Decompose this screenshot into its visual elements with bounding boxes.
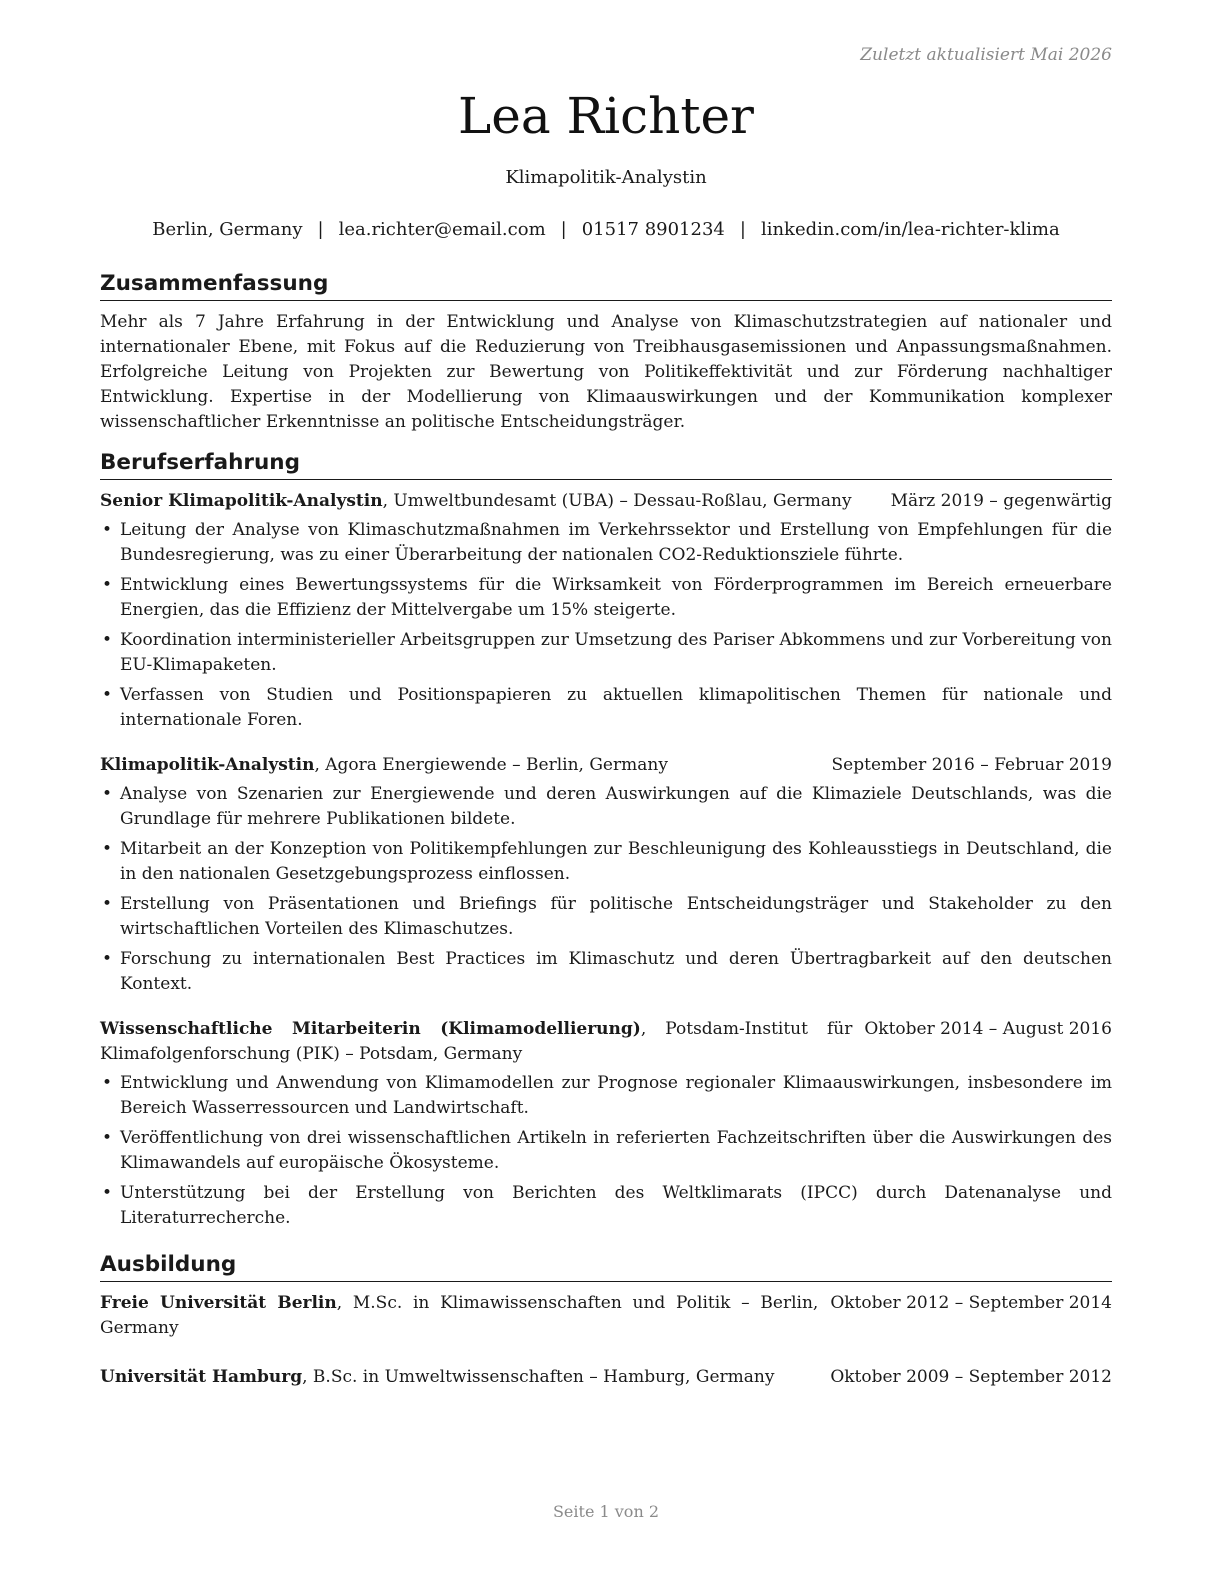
education-section xyxy=(100,1251,1112,1390)
education-entry xyxy=(100,1291,1112,1341)
bullet-item: • Entwicklung eines Bewertungssystems für die Wirksamkeit von Förderprogrammen im Bereich erneuerbare Energien, das die Effizienz der Mittelvergabe um 15% steigerte. xyxy=(100,573,1112,623)
section-heading: Ausbildung xyxy=(100,1251,1112,1282)
job-entry xyxy=(100,753,1112,997)
bullet-item: • Verfassen von Studien und Positionspapieren zu aktuellen klimapolitischen Themen für nationale und internationale Foren. xyxy=(100,683,1112,733)
job-header xyxy=(100,1017,1112,1067)
bullet-item: • Koordination interministerieller Arbeitsgruppen zur Umsetzung des Pariser Abkommens und zur Vorbereitung von EU-Klimapaketen. xyxy=(100,628,1112,678)
job-entry xyxy=(100,489,1112,733)
contact-phone: 01517 8901234 xyxy=(581,219,725,240)
job-entry xyxy=(100,1017,1112,1231)
school-name: Universität Hamburg xyxy=(100,1367,303,1387)
degree-detail: , M.Sc. in Klimawissenschaften und Politik – Berlin, Germany xyxy=(100,1293,819,1338)
job-title: Wissenschaftliche Mitarbeiterin (Klimamodellierung) xyxy=(100,1019,641,1039)
job-bullets xyxy=(100,1071,1112,1231)
job-bullets xyxy=(100,782,1112,997)
education-header xyxy=(100,1365,1112,1390)
job-organization: , Umweltbundesamt (UBA) – Dessau-Roßlau, Germany xyxy=(382,491,852,511)
contact-email[interactable]: lea.richter@email.com xyxy=(338,219,546,240)
degree-detail: , B.Sc. in Umweltwissenschaften – Hamburg, Germany xyxy=(302,1367,775,1387)
job-list xyxy=(100,489,1112,1231)
job-organization: , Potsdam-Institut für Klimafolgenforschung (PIK) – Potsdam, Germany xyxy=(100,1019,853,1064)
bullet-item: • Entwicklung und Anwendung von Klimamodellen zur Prognose regionaler Klimaauswirkungen, insbesondere im Bereich Wasserressourcen und Landwirtschaft. xyxy=(100,1071,1112,1121)
job-title-line xyxy=(100,1017,852,1067)
candidate-role: Klimapolitik-Analystin xyxy=(505,167,707,188)
job-header xyxy=(100,753,1112,778)
summary-section xyxy=(100,270,1112,435)
candidate-name: Lea Richter xyxy=(458,87,754,145)
section-heading: Berufserfahrung xyxy=(100,449,1112,480)
bullet-item: • Mitarbeit an der Konzeption von Politikempfehlungen zur Beschleunigung des Kohleausstiegs in Deutschland, die in den nationalen Gesetzgebungsprozess einflossen. xyxy=(100,837,1112,887)
education-date: Oktober 2009 – September 2012 xyxy=(830,1367,1112,1387)
job-title-line xyxy=(100,489,879,514)
job-date: Oktober 2014 – August 2016 xyxy=(864,1019,1112,1039)
job-title: Klimapolitik-Analystin xyxy=(100,755,315,775)
contact-separator: | xyxy=(739,219,746,240)
education-line xyxy=(100,1365,818,1390)
job-header xyxy=(100,489,1112,514)
contact-location: Berlin, Germany xyxy=(152,219,303,240)
bullet-item: • Veröffentlichung von drei wissenschaftlichen Artikeln in referierten Fachzeitschriften über die Auswirkungen des Klimawandels auf europäische Ökosysteme. xyxy=(100,1126,1112,1176)
job-organization: , Agora Energiewende – Berlin, Germany xyxy=(314,755,668,775)
education-date: Oktober 2012 – September 2014 xyxy=(830,1293,1112,1313)
resume-content xyxy=(100,270,1112,1414)
education-entry xyxy=(100,1365,1112,1390)
summary-text: Mehr als 7 Jahre Erfahrung in der Entwicklung und Analyse von Klimaschutzstrategien auf nationaler und internationaler Ebene, mit Fokus auf die Reduzierung von Treibhausgasemissionen und Anpassungsmaßnahmen. Erfolgreiche Leitung von Projekten zur Bewertung von Politikeffektivität und zur Förderung nachhaltiger Entwicklung. Expertise in der Modellierung von Klimaauswirkungen und der Kommunikation komplexer wissenschaftlicher Erkenntnisse an politische Entscheidungsträger. xyxy=(100,312,1112,432)
bullet-item: • Forschung zu internationalen Best Practices im Klimaschutz und deren Übertragbarkeit auf den deutschen Kontext. xyxy=(100,947,1112,997)
experience-section xyxy=(100,449,1112,1231)
section-heading: Zusammenfassung xyxy=(100,270,1112,301)
job-bullets xyxy=(100,518,1112,733)
job-title-line xyxy=(100,753,820,778)
school-name: Freie Universität Berlin xyxy=(100,1293,337,1313)
contact-line xyxy=(100,219,1112,240)
contact-linkedin[interactable]: linkedin.com/in/lea-richter-klima xyxy=(760,219,1060,240)
bullet-item: • Leitung der Analyse von Klimaschutzmaßnahmen im Verkehrssektor und Erstellung von Empfehlungen für die Bundesregierung, was zu einer Überarbeitung der nationalen CO2-Reduktionsziele führte. xyxy=(100,518,1112,568)
contact-separator: | xyxy=(560,219,567,240)
education-list xyxy=(100,1291,1112,1390)
job-date: März 2019 – gegenwärtig xyxy=(890,491,1112,511)
contact-separator: | xyxy=(317,219,324,240)
page-number: Seite 1 von 2 xyxy=(552,1502,660,1521)
education-header xyxy=(100,1291,1112,1341)
resume-page xyxy=(100,0,1112,1584)
last-updated-note: Zuletzt aktualisiert Mai 2026 xyxy=(860,45,1112,65)
bullet-item: • Erstellung von Präsentationen und Briefings für politische Entscheidungsträger und Stakeholder zu den wirtschaftlichen Vorteilen des Klimaschutzes. xyxy=(100,892,1112,942)
bullet-item: • Analyse von Szenarien zur Energiewende und deren Auswirkungen auf die Klimaziele Deutschlands, was die Grundlage für mehrere Publikationen bildete. xyxy=(100,782,1112,832)
job-title: Senior Klimapolitik-Analystin xyxy=(100,491,383,511)
bullet-item: • Unterstützung bei der Erstellung von Berichten des Weltklimarats (IPCC) durch Datenanalyse und Literaturrecherche. xyxy=(100,1181,1112,1231)
education-line xyxy=(100,1291,818,1341)
job-date: September 2016 – Februar 2019 xyxy=(831,755,1112,775)
